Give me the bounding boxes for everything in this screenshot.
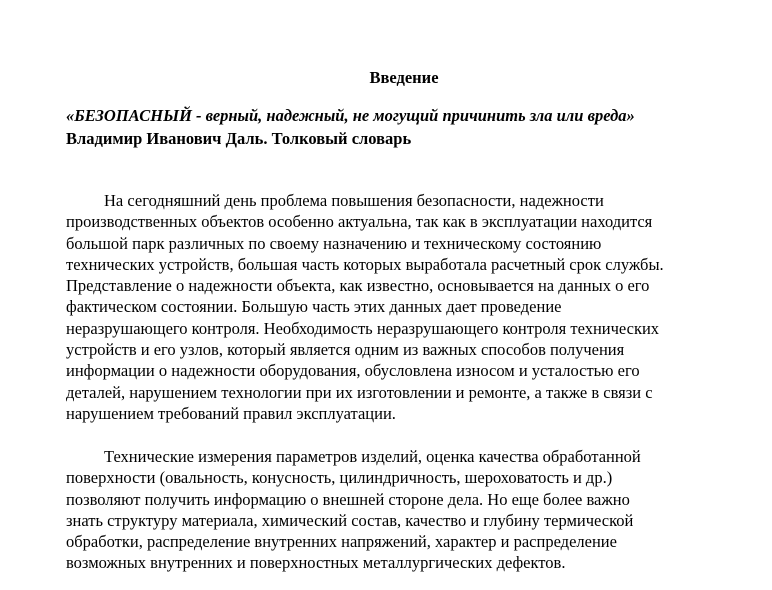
paragraph-line: Представление о надежности объекта, как известно, основывается на данных о его (66, 276, 650, 296)
paragraph-line: неразрушающего контроля. Необходимость неразрушающего контроля технических (66, 318, 660, 338)
paragraph-line: нарушением требований правил эксплуатации. (66, 403, 396, 423)
paragraph-line: информации о надежности оборудования, обусловлена износом и усталостью его (66, 361, 640, 381)
epigraph-quote: «БЕЗОПАСНЫЙ - верный, надежный, не могущий причинить зла или вреда» (66, 106, 635, 125)
paragraph-line: поверхности (овальность, конусность, цилиндричность, шероховатость и др.) (66, 468, 613, 488)
paragraph-line: позволяют получить информацию о внешней стороне дела. Но еще более важно (66, 489, 630, 509)
paragraph-line: На сегодняшний день проблема повышения безопасности, надежности (104, 191, 604, 210)
paragraph-line: производственных объектов особенно актуальна, так как в эксплуатации находится (66, 212, 653, 232)
paragraph-2 (66, 446, 766, 574)
paragraph-line: обработки, распределение внутренних напряжений, характер и распределение (66, 532, 617, 552)
paragraph-line: устройств и его узлов, который является одним из важных способов получения (66, 340, 625, 360)
page-title: Введение (369, 68, 439, 87)
paragraph-1 (66, 190, 766, 424)
epigraph-source: Владимир Иванович Даль. Толковый словарь (66, 129, 412, 148)
paragraph-line: технических устройств, большая часть которых выработала расчетный срок службы. (66, 254, 664, 274)
paragraph-line: Технические измерения параметров изделий, оценка качества обработанной (104, 447, 641, 466)
paragraph-line: большой парк различных по своему назначению и техническому состоянию (66, 233, 602, 253)
paragraph-line: знать структуру материала, химический состав, качество и глубину термической (66, 510, 634, 530)
paragraph-line: деталей, нарушением технологии при их изготовлении и ремонте, а также в связи с (66, 382, 653, 402)
paragraph-line: фактическом состоянии. Большую часть этих данных дает проведение (66, 297, 562, 317)
paragraph-line: возможных внутренних и поверхностных металлургических дефектов. (66, 553, 566, 573)
epigraph (66, 104, 766, 150)
